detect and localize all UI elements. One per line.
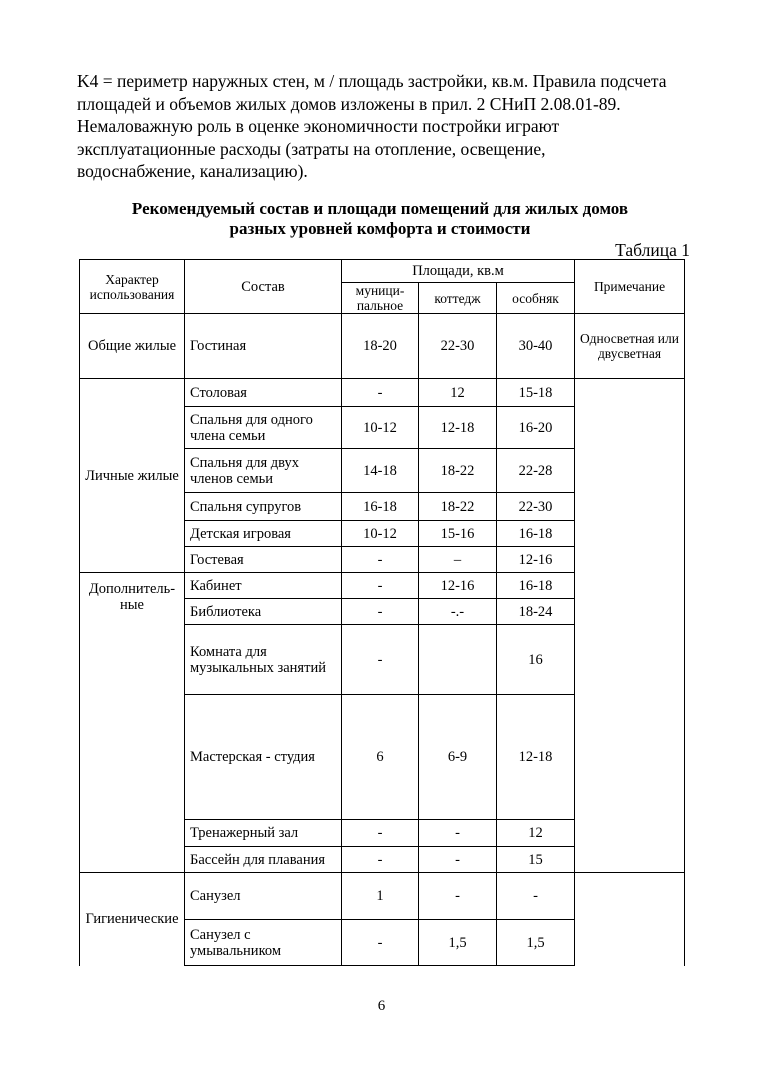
- cottage-value: 1,5: [419, 920, 497, 966]
- municipal-value: -: [342, 625, 419, 695]
- header-area: Площади, кв.м: [342, 260, 575, 283]
- room-name: Кабинет: [185, 573, 342, 599]
- room-name: Гостиная: [185, 314, 342, 379]
- room-name: Библиотека: [185, 599, 342, 625]
- header-category: Характер использования: [80, 260, 185, 314]
- header-note: Примечание: [575, 260, 685, 314]
- intro-line: Немаловажную роль в оценке экономичности постройки играют: [77, 116, 560, 136]
- mansion-value: 16-20: [497, 407, 575, 449]
- mansion-value: 16: [497, 625, 575, 695]
- municipal-value: 10-12: [342, 521, 419, 547]
- mansion-value: 15: [497, 847, 575, 873]
- cottage-value: 12-16: [419, 573, 497, 599]
- note-cell-empty: [575, 379, 685, 873]
- header-municipal: муници-пальное: [342, 283, 419, 314]
- municipal-value: 10-12: [342, 407, 419, 449]
- room-name: Бассейн для плавания: [185, 847, 342, 873]
- room-name: Гостевая: [185, 547, 342, 573]
- group-cell: Общие жилые: [80, 314, 185, 379]
- mansion-value: 15-18: [497, 379, 575, 407]
- intro-line: площадей и объемов жилых домов изложены в прил. 2 СНиП 2.08.01-89.: [77, 93, 621, 114]
- cottage-value: -: [419, 820, 497, 847]
- municipal-value: 1: [342, 873, 419, 920]
- cottage-value: 22-30: [419, 314, 497, 379]
- mansion-value: 1,5: [497, 920, 575, 966]
- room-name: Детская игровая: [185, 521, 342, 547]
- room-name: Спальня для одного члена семьи: [185, 407, 342, 449]
- cottage-value: 15-16: [419, 521, 497, 547]
- municipal-value: -: [342, 547, 419, 573]
- cottage-value: 6-9: [419, 695, 497, 820]
- group-cell: Личные жилые: [80, 379, 185, 573]
- municipal-value: -: [342, 599, 419, 625]
- intro-paragraph: [77, 70, 717, 183]
- intro-line: эксплуатационные расходы (затраты на отопление, освещение,: [77, 138, 546, 159]
- cottage-value: –: [419, 547, 497, 573]
- municipal-value: -: [342, 573, 419, 599]
- municipal-value: 16-18: [342, 493, 419, 521]
- header-row: [80, 260, 685, 283]
- table-row: [80, 379, 685, 407]
- municipal-value: -: [342, 379, 419, 407]
- mansion-value: 12: [497, 820, 575, 847]
- cottage-value: 12-18: [419, 407, 497, 449]
- table-number-label: Таблица 1: [615, 240, 690, 260]
- mansion-value: 16-18: [497, 573, 575, 599]
- mansion-value: 22-28: [497, 449, 575, 493]
- room-name: Спальня для двух членов семьи: [185, 449, 342, 493]
- room-name: Столовая: [185, 379, 342, 407]
- mansion-value: 22-30: [497, 493, 575, 521]
- mansion-value: -: [497, 873, 575, 920]
- cottage-value: -: [419, 847, 497, 873]
- mansion-value: 18-24: [497, 599, 575, 625]
- page-number: 6: [377, 998, 386, 1014]
- room-name: Комната для музыкальных занятий: [185, 625, 342, 695]
- municipal-value: 14-18: [342, 449, 419, 493]
- cottage-value: [419, 625, 497, 695]
- municipal-value: -: [342, 920, 419, 966]
- mansion-value: 16-18: [497, 521, 575, 547]
- room-name: Мастерская - студия: [185, 695, 342, 820]
- heading-line: разных уровней комфорта и стоимости: [229, 219, 531, 238]
- municipal-value: 18-20: [342, 314, 419, 379]
- table-heading: [70, 199, 690, 239]
- cottage-value: 18-22: [419, 449, 497, 493]
- municipal-value: -: [342, 820, 419, 847]
- group-cell: Дополнитель-ные: [80, 573, 185, 873]
- cottage-value: 18-22: [419, 493, 497, 521]
- header-mansion: особняк: [497, 283, 575, 314]
- table-row: [80, 314, 685, 379]
- rooms-table: [79, 259, 685, 966]
- mansion-value: 30-40: [497, 314, 575, 379]
- note-cell: Односветная или двусветная: [575, 314, 685, 379]
- heading-line: Рекомендуемый состав и площади помещений для жилых домов: [131, 199, 629, 218]
- room-name: Тренажерный зал: [185, 820, 342, 847]
- mansion-value: 12-16: [497, 547, 575, 573]
- header-cottage: коттедж: [419, 283, 497, 314]
- mansion-value: 12-18: [497, 695, 575, 820]
- room-name: Санузел: [185, 873, 342, 920]
- header-composition: Состав: [185, 260, 342, 314]
- intro-line: водоснабжение, канализацию).: [77, 161, 308, 181]
- room-name: Спальня супругов: [185, 493, 342, 521]
- group-cell: Гигиенические: [80, 873, 185, 966]
- intro-line: K4 = периметр наружных стен, м / площадь застройки, кв.м. Правила подсчета: [77, 71, 667, 91]
- cottage-value: -.-: [419, 599, 497, 625]
- municipal-value: 6: [342, 695, 419, 820]
- cottage-value: 12: [419, 379, 497, 407]
- room-name: Санузел с умывальником: [185, 920, 342, 966]
- cottage-value: -: [419, 873, 497, 920]
- table-row: [80, 873, 685, 920]
- municipal-value: -: [342, 847, 419, 873]
